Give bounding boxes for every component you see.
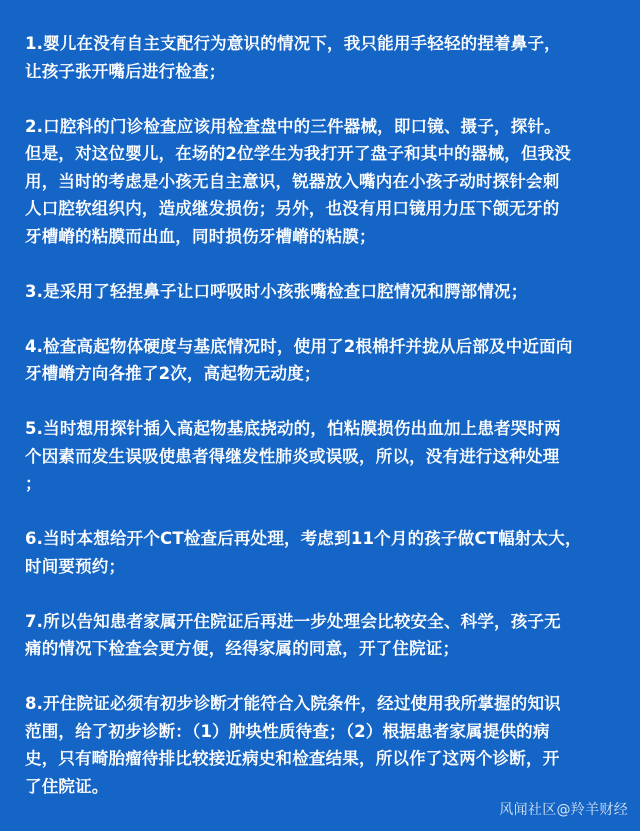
paragraph-3: 3.是采用了轻捏鼻子让口呼吸时小孩张嘴检查口腔情况和腭部情况； — [25, 281, 528, 301]
paragraph-4: 4.检查高起物体硬度与基底情况时，使用了2根棉扦并拢从后部及中近面向 牙槽嵴方向各推了2次，高起物无动度； — [25, 336, 573, 383]
paragraph-2: 2.口腔科的门诊检查应该用检查盘中的三件器械，即口镜、摄子，探针。 但是，对这位婴儿，在场的2位学生为我打开了盘子和其中的器械，但我没 用，当时的考虑是小孩无自主意识，锐器放入嘴内在小孩子动时探针会刺 人口腔软组织内，造成继发损伤；另外，也没有用口镜用力压下颌无牙的 牙槽嵴的粘膜而出血，同时损伤牙槽嵴的粘膜； — [25, 116, 572, 246]
watermark: 风闻社区@羚羊财经 — [499, 802, 628, 818]
paragraph-5: 5.当时想用探针插入高起物基底挠动的，怕粘膜损伤出血加上患者哭时两 个因素而发生误吸使患者得继发性肺炎或误吸，所以，没有进行这种处理 ； — [25, 419, 561, 493]
document-body — [25, 30, 617, 828]
paragraph-7: 7.所以告知患者家属开住院证后再进一步处理会比较安全、科学，孩子无 痛的情况下检查会更方便，经得家属的同意，开了住院证； — [25, 611, 561, 658]
paragraph-8: 8.开住院证必须有初步诊断才能符合入院条件，经过使用我所掌握的知识 范围，给了初步诊断：（1）肿块性质待查；（2）根据患者家属提供的病 史，只有畸胎瘤待排比较接近病史和检查结果，所以作了这两个诊断，开 了住院证。 — [25, 694, 561, 796]
paragraph-6: 6.当时本想给开个CT检查后再处理，考虑到11个月的孩子做CT幅射太大， 时间要预约； — [25, 529, 582, 576]
paragraph-1: 1.婴儿在没有自主支配行为意识的情况下，我只能用手轻轻的捏着鼻子， 让孩子张开嘴后进行检查； — [25, 34, 561, 81]
